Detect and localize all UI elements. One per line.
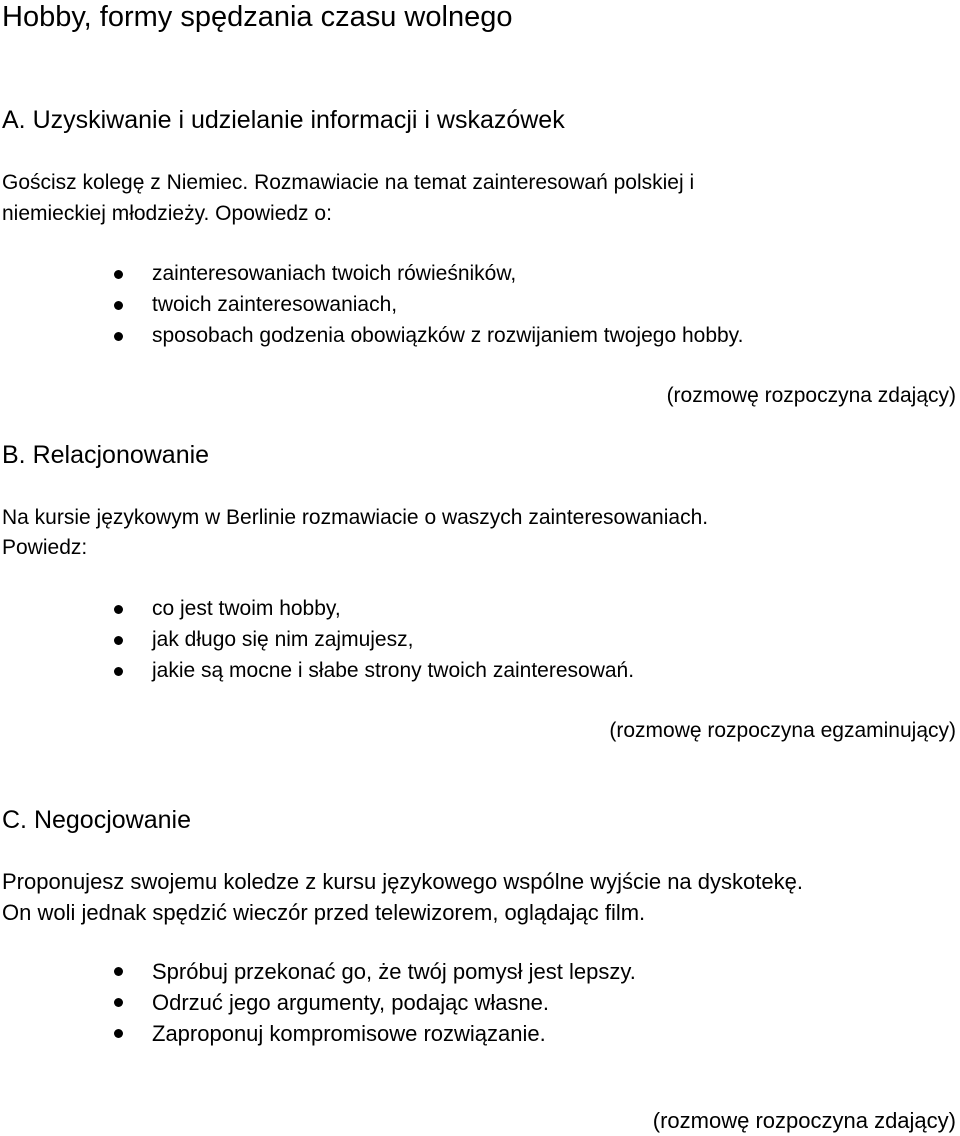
list-item-text: zainteresowaniach twoich rówieśników, [152,262,517,285]
section-c-intro-line-1: Proponujesz swojemu koledze z kursu językowego wspólne wyjście na dyskotekę. [2,869,803,894]
section-b-note: (rozmowę rozpoczyna egzaminujący) [609,719,956,742]
list-item-text: Odrzuć jego argumenty, podając własne. [152,990,550,1015]
list-item-text: sposobach godzenia obowiązków z rozwijaniem twojego hobby. [152,324,744,347]
section-c-intro-line-2: On woli jednak spędzić wieczór przed telewizorem, oglądając film. [2,900,646,925]
bullet-icon [114,636,123,645]
section-c-heading: C. Negocjowanie [2,806,191,834]
bullet-icon [114,667,123,676]
section-a-note: (rozmowę rozpoczyna zdający) [666,384,956,407]
bullet-icon [114,301,123,310]
section-b-intro-line-1: Na kursie językowym w Berlinie rozmawiacie o waszych zainteresowaniach. [2,506,709,529]
section-b-intro-line-2: Powiedz: [2,536,88,559]
bullet-icon [114,967,123,976]
section-a-intro-line-1: Gościsz kolegę z Niemiec. Rozmawiacie na temat zainteresowań polskiej i [2,171,695,194]
list-item-text: jakie są mocne i słabe strony twoich zainteresowań. [152,659,635,682]
list-item-text: co jest twoim hobby, [152,597,341,620]
list-item-text: twoich zainteresowaniach, [152,293,398,316]
bullet-icon [114,998,123,1007]
section-a-intro-line-2: niemieckiej młodzieży. Opowiedz o: [2,202,332,225]
list-item-text: jak długo się nim zajmujesz, [152,628,414,651]
section-c-note: (rozmowę rozpoczyna zdający) [652,1108,956,1133]
page-title: Hobby, formy spędzania czasu wolnego [2,1,513,33]
bullet-icon [114,1029,123,1038]
list-item-text: Spróbuj przekonać go, że twój pomysł jest lepszy. [152,959,636,984]
list-item-text: Zaproponuj kompromisowe rozwiązanie. [152,1021,546,1046]
section-b-heading: B. Relacjonowanie [2,441,210,469]
bullet-icon [114,270,123,279]
bullet-icon [114,605,123,614]
bullet-icon [114,332,123,341]
section-a-heading: A. Uzyskiwanie i udzielanie informacji i wskazówek [2,106,565,134]
